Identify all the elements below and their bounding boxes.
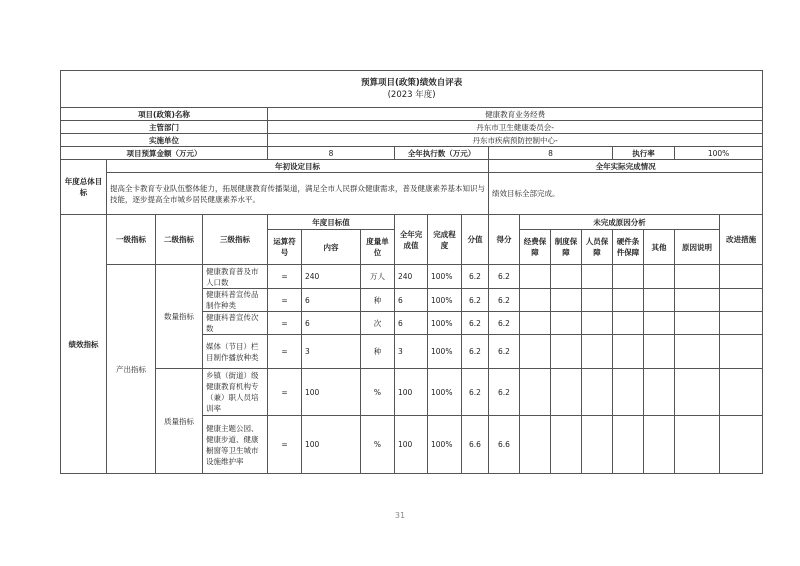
header-annual-target: 年度目标值 (268, 215, 395, 230)
row-name: 媒体（节目）栏目制作播放种类 (203, 335, 268, 369)
row-score: 6.2 (489, 312, 520, 335)
budget-label: 项目预算金额（万元） (61, 147, 268, 160)
department-value: 丹东市卫生健康委员会- (268, 121, 763, 134)
performance-table (60, 70, 763, 474)
empty-cell (551, 416, 582, 474)
row-content: 6 (302, 289, 361, 312)
empty-cell (644, 265, 675, 289)
quantity-indicator-label: 数量指标 (156, 265, 203, 369)
table-row (61, 265, 763, 289)
empty-cell (520, 416, 551, 474)
row-content: 6 (302, 312, 361, 335)
budget-value: 8 (268, 147, 395, 160)
table-title-cell (61, 71, 763, 108)
row-score: 6.6 (489, 416, 520, 474)
empty-cell (720, 369, 763, 416)
row-name: 乡镇（街道）级健康教育机构专（兼）职人员培训率 (203, 369, 268, 416)
header-operator: 运算符号 (268, 230, 302, 265)
empty-cell (582, 312, 613, 335)
unit-label: 实施单位 (61, 134, 268, 147)
header-reason-other: 其他 (644, 230, 675, 265)
empty-cell (720, 265, 763, 289)
row-operator: = (268, 416, 302, 474)
row-operator: = (268, 312, 302, 335)
empty-cell (520, 312, 551, 335)
row-name: 健康科普宣传次数 (203, 312, 268, 335)
empty-cell (613, 335, 644, 369)
row-done: 100 (395, 416, 428, 474)
empty-cell (551, 369, 582, 416)
header-reason-explain: 原因说明 (675, 230, 720, 265)
empty-cell (644, 335, 675, 369)
row-done: 3 (395, 335, 428, 369)
row-unit: % (361, 369, 395, 416)
row-value: 6.2 (462, 289, 489, 312)
project-name-value: 健康教育业务经费 (268, 108, 763, 121)
table-subtitle: (2023 年度) (387, 90, 436, 100)
row-unit: 万人 (361, 265, 395, 289)
empty-cell (520, 335, 551, 369)
empty-cell (720, 289, 763, 312)
row-unit: 种 (361, 335, 395, 369)
header-level2: 二级指标 (156, 215, 203, 265)
header-reason-hardware: 硬件条件保障 (613, 230, 644, 265)
row-degree: 100% (428, 265, 462, 289)
row-name: 健康主题公园、健康步道、健康橱窗等卫生城市设施维护率 (203, 416, 268, 474)
row-value: 6.2 (462, 369, 489, 416)
empty-cell (675, 335, 720, 369)
quality-indicator-label: 质量指标 (156, 369, 203, 474)
header-reasons: 未完成原因分析 (520, 215, 720, 230)
executed-label: 全年执行数（万元） (395, 147, 489, 160)
empty-cell (720, 335, 763, 369)
empty-cell (582, 416, 613, 474)
row-operator: = (268, 265, 302, 289)
empty-cell (582, 289, 613, 312)
empty-cell (720, 416, 763, 474)
page-number: 31 (394, 511, 406, 520)
empty-cell (551, 265, 582, 289)
header-level3: 三级指标 (203, 215, 268, 265)
row-value: 6.2 (462, 312, 489, 335)
empty-cell (675, 369, 720, 416)
empty-cell (675, 289, 720, 312)
rate-value: 100% (675, 147, 763, 160)
initial-goal-text: 提高全卡教育专业队伍整体能力，拓展健康教育传播渠道，满足全市人民群众健康需求，普及健康素养基本知识与技能，逐步提高全市城乡居民健康素养水平。 (107, 173, 489, 215)
rate-label: 执行率 (613, 147, 675, 160)
header-reason-system: 制度保障 (551, 230, 582, 265)
row-degree: 100% (428, 369, 462, 416)
empty-cell (613, 369, 644, 416)
row-name: 健康教育普及市人口数 (203, 265, 268, 289)
row-unit: 次 (361, 312, 395, 335)
empty-cell (551, 289, 582, 312)
row-score: 6.2 (489, 289, 520, 312)
empty-cell (613, 265, 644, 289)
empty-cell (644, 369, 675, 416)
header-degree: 完成程度 (428, 215, 462, 265)
unit-value: 丹东市疾病预防控制中心- (268, 134, 763, 147)
empty-cell (551, 335, 582, 369)
empty-cell (675, 312, 720, 335)
row-unit: 种 (361, 289, 395, 312)
header-improve: 改进措施 (720, 215, 763, 265)
header-score: 得分 (489, 215, 520, 265)
empty-cell (520, 265, 551, 289)
empty-cell (644, 289, 675, 312)
table-row (61, 369, 763, 416)
executed-value: 8 (489, 147, 613, 160)
header-level1: 一级指标 (107, 215, 156, 265)
project-name-label: 项目(政策)名称 (61, 108, 268, 121)
initial-goal-label: 年初设定目标 (107, 160, 489, 173)
row-content: 240 (302, 265, 361, 289)
empty-cell (675, 265, 720, 289)
row-content: 3 (302, 335, 361, 369)
empty-cell (582, 265, 613, 289)
row-degree: 100% (428, 335, 462, 369)
output-indicator-label: 产出指标 (107, 265, 156, 474)
header-unit: 度量单位 (361, 230, 395, 265)
row-value: 6.2 (462, 265, 489, 289)
row-score: 6.2 (489, 335, 520, 369)
row-name: 健康科普宣传品制作种类 (203, 289, 268, 312)
empty-cell (613, 312, 644, 335)
empty-cell (582, 369, 613, 416)
table-title: 预算项目(政策)绩效自评表 (360, 78, 463, 88)
department-label: 主管部门 (61, 121, 268, 134)
actual-label: 全年实际完成情况 (489, 160, 763, 173)
empty-cell (582, 335, 613, 369)
header-reason-staff: 人员保障 (582, 230, 613, 265)
row-content: 100 (302, 416, 361, 474)
empty-cell (551, 312, 582, 335)
row-content: 100 (302, 369, 361, 416)
row-unit: % (361, 416, 395, 474)
perf-indicator-label: 绩效指标 (61, 215, 107, 474)
row-operator: = (268, 369, 302, 416)
header-content: 内容 (302, 230, 361, 265)
empty-cell (644, 416, 675, 474)
empty-cell (613, 289, 644, 312)
row-operator: = (268, 289, 302, 312)
empty-cell (675, 416, 720, 474)
empty-cell (613, 416, 644, 474)
actual-text: 绩效目标全部完成。 (489, 173, 763, 215)
empty-cell (644, 312, 675, 335)
overall-goal-label: 年度总体目标 (61, 160, 107, 215)
row-operator: = (268, 335, 302, 369)
row-value: 6.6 (462, 416, 489, 474)
row-degree: 100% (428, 289, 462, 312)
empty-cell (520, 369, 551, 416)
row-done: 6 (395, 289, 428, 312)
row-value: 6.2 (462, 335, 489, 369)
empty-cell (720, 312, 763, 335)
header-score-value: 分值 (462, 215, 489, 265)
header-reason-funding: 经费保障 (520, 230, 551, 265)
row-degree: 100% (428, 416, 462, 474)
row-done: 6 (395, 312, 428, 335)
row-score: 6.2 (489, 369, 520, 416)
header-annual-done: 全年完成值 (395, 215, 428, 265)
row-done: 100 (395, 369, 428, 416)
empty-cell (520, 289, 551, 312)
row-done: 240 (395, 265, 428, 289)
row-degree: 100% (428, 312, 462, 335)
row-score: 6.2 (489, 265, 520, 289)
